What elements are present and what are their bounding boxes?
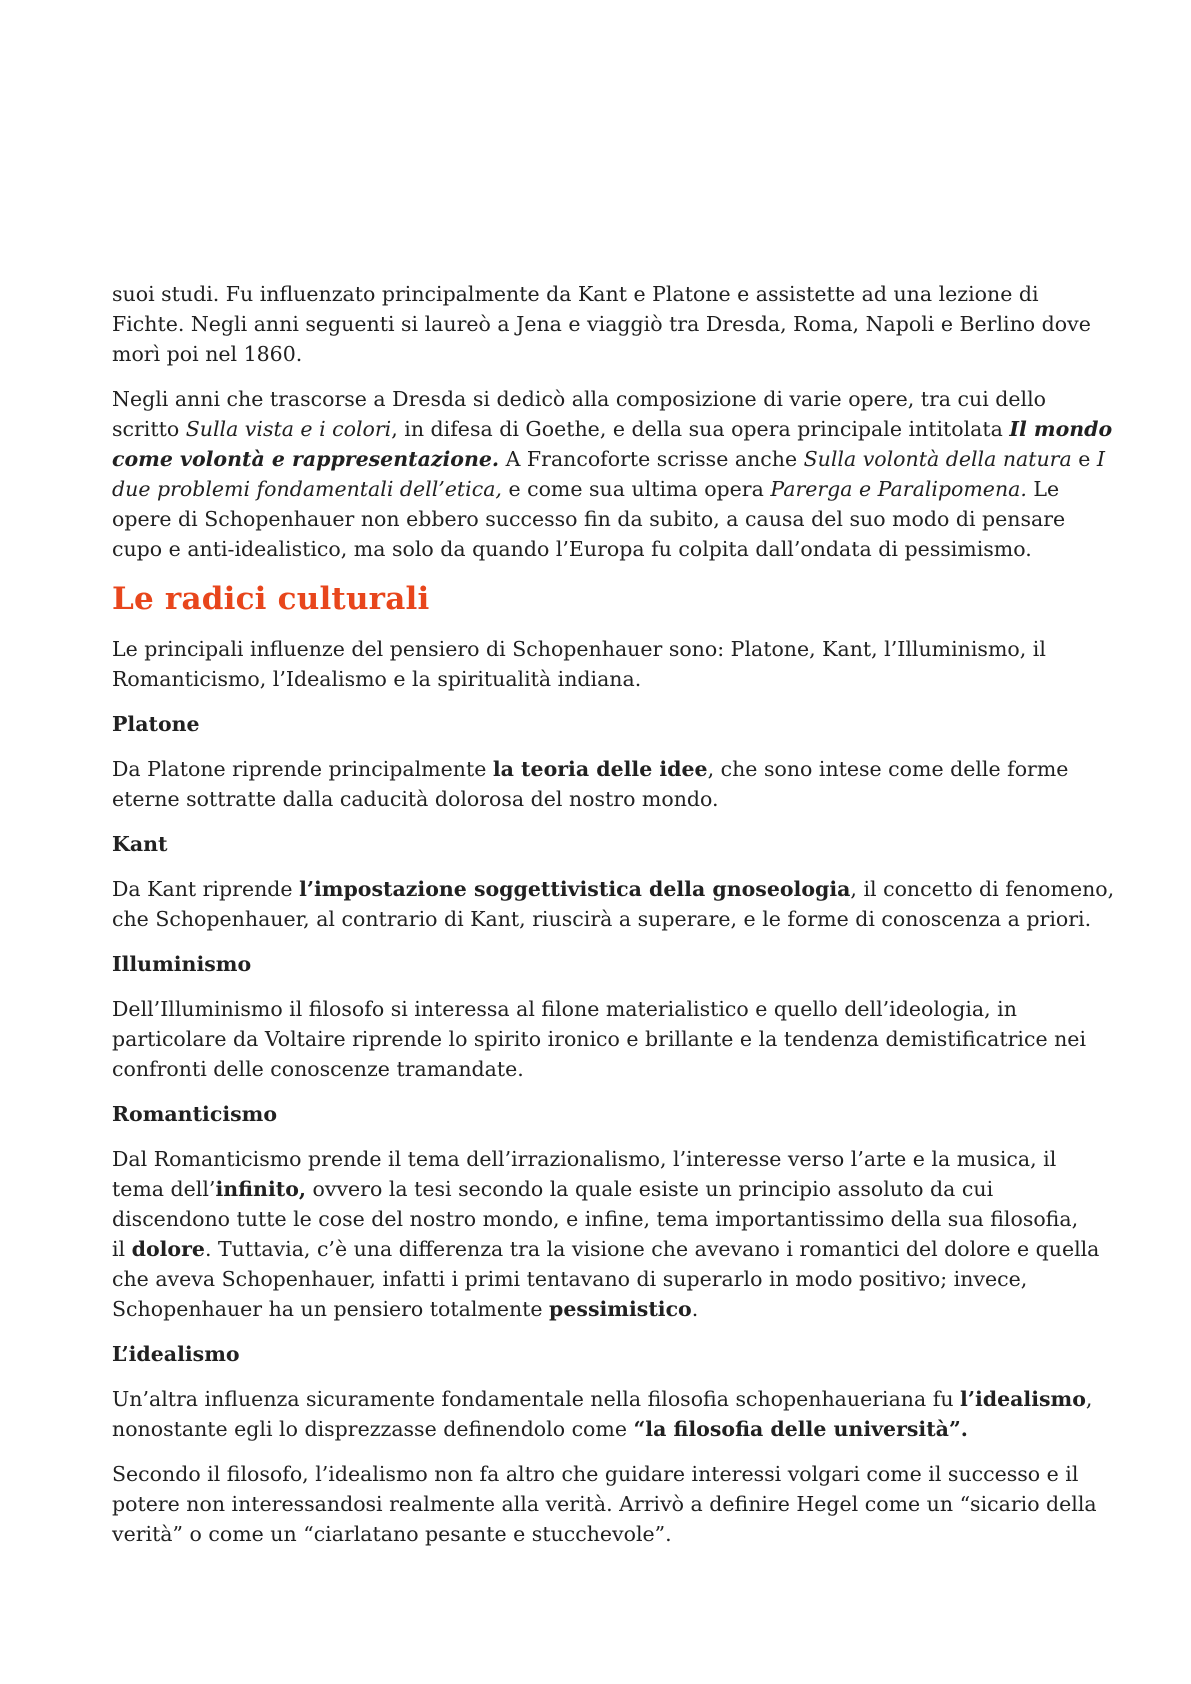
text-run: e (1071, 447, 1097, 471)
text-run: scritto (112, 417, 186, 441)
text-line (112, 784, 1091, 814)
text-run: Schopenhauer ha un pensiero totalmente (112, 1297, 550, 1321)
text-run: I (1096, 447, 1105, 471)
text-run: discendono tutte le cose del nostro mondo, e infine, tema importantissimo della sua filosofia, (112, 1207, 1079, 1231)
text-line (112, 1519, 1091, 1549)
text-run: potere non interessandosi realmente alla verità. Arrivò a definire Hegel come un “sicario della (112, 1492, 1097, 1516)
text-run: Secondo il filosofo, l’idealismo non fa altro che guidare interessi volgari come il successo e il (112, 1462, 1079, 1486)
text-run: Un’altra influenza sicuramente fondamentale nella filosofia schopenhaueriana fu (112, 1387, 961, 1411)
text-line (112, 339, 1091, 369)
text-line (112, 504, 1091, 534)
subheading-kant: Kant (112, 832, 168, 856)
paragraph-idealismo-1 (112, 1384, 1091, 1444)
text-run: Dell’Illuminismo il filosofo si interessa al filone materialistico e quello dell’ideologia, in (112, 997, 1017, 1021)
text-line (112, 634, 1091, 664)
text-line (112, 444, 1105, 474)
text-line (112, 1384, 1091, 1414)
text-run: confronti delle conoscenze tramandate. (112, 1057, 524, 1081)
text-run: . (691, 1297, 699, 1321)
text-run: infinito, (215, 1177, 307, 1201)
text-line (112, 1459, 1091, 1489)
text-run: , in difesa di Goethe, e della sua opera principale intitolata (391, 417, 1010, 441)
text-line (112, 474, 1091, 504)
text-run: Le (1026, 477, 1060, 501)
subheading-platone: Platone (112, 712, 200, 736)
text-run: , (1085, 1387, 1093, 1411)
text-line (112, 1204, 1091, 1234)
text-line (112, 874, 1115, 904)
text-run: eterne sottratte dalla caducità dolorosa del nostro mondo. (112, 787, 719, 811)
text-line (112, 309, 1091, 339)
text-run: “la filosofia delle università”. (633, 1417, 968, 1441)
text-line (112, 279, 1091, 309)
subheading-illuminismo: Illuminismo (112, 952, 252, 976)
text-run: Negli anni che trascorse a Dresda si dedicò alla composizione di varie opere, tra cui dello (112, 387, 1047, 411)
text-line (112, 534, 1091, 564)
text-run: Da Platone riprende principalmente (112, 757, 493, 781)
text-line (112, 1054, 1091, 1084)
subheading-idealismo: L’idealismo (112, 1342, 240, 1366)
text-run: l’impostazione soggettivistica della gnoseologia (299, 877, 851, 901)
text-run: Fichte. Negli anni seguenti si laureò a Jena e viaggiò tra Dresda, Roma, Napoli e Berlino dove (112, 312, 1091, 336)
paragraph-idealismo-2 (112, 1459, 1097, 1549)
text-run: l’idealismo (960, 1387, 1086, 1411)
text-run: Le principali influenze del pensiero di Schopenhauer sono: Platone, Kant, l’Illuminismo, il (112, 637, 1046, 661)
text-run: tema dell’ (112, 1177, 216, 1201)
text-run: e come sua ultima opera (501, 477, 771, 501)
text-run: verità” o come un “ciarlatano pesante e stucchevole”. (112, 1522, 672, 1546)
text-run: Sulla vista e i colori (185, 417, 392, 441)
text-run: suoi studi. Fu influenzato principalmente da Kant e Platone e assistette ad una lezione di (112, 282, 1039, 306)
text-run: Romanticismo, l’Idealismo e la spiritualità indiana. (112, 667, 642, 691)
text-run: cupo e anti-idealistico, ma solo da quando l’Europa fu colpita dall’ondata di pessimismo. (112, 537, 1032, 561)
text-line (112, 1264, 1091, 1294)
paragraph-works (112, 384, 1113, 564)
paragraph-platone (112, 754, 1091, 814)
text-run: ovvero la tesi secondo la quale esiste un principio assoluto da cui (306, 1177, 994, 1201)
text-line (112, 1294, 1091, 1324)
text-line (112, 994, 1091, 1024)
text-run: A Francoforte scrisse anche (499, 447, 804, 471)
text-run: Dal Romanticismo prende il tema dell’irrazionalismo, l’interesse verso l’arte e la musica, il (112, 1147, 1057, 1171)
text-line (112, 1234, 1100, 1264)
text-line (112, 1489, 1097, 1519)
text-line (112, 664, 1091, 694)
text-run: come volontà e rappresentazione. (112, 447, 500, 471)
text-run: nonostante egli lo disprezzasse definendolo come (112, 1417, 634, 1441)
text-run: , che sono intese come delle forme (707, 757, 1069, 781)
text-run: Da Kant riprende (112, 877, 300, 901)
paragraph-influences (112, 634, 1091, 694)
text-run: , il concetto di fenomeno, (850, 877, 1115, 901)
document-content (112, 279, 1115, 1549)
paragraph-illuminismo (112, 994, 1091, 1084)
text-run: Sulla volontà della natura (803, 447, 1072, 471)
text-run: la teoria delle idee (492, 757, 708, 781)
text-line (112, 904, 1091, 934)
text-run: due problemi fondamentali dell’etica, (112, 477, 502, 501)
subheading-romanticismo: Romanticismo (112, 1102, 278, 1126)
text-run: particolare da Voltaire riprende lo spirito ironico e brillante e la tendenza demistificatrice nei (112, 1027, 1087, 1051)
text-run: Parerga e Paralipomena. (770, 477, 1027, 501)
text-line (112, 414, 1113, 444)
text-line (112, 1024, 1091, 1054)
text-run: morì poi nel 1860. (112, 342, 303, 366)
text-line (112, 1144, 1091, 1174)
text-run: che aveva Schopenhauer, infatti i primi tentavano di superarlo in modo positivo; invece, (112, 1267, 1028, 1291)
text-run: opere di Schopenhauer non ebbero successo fin da subito, a causa del suo modo di pensare (112, 507, 1066, 531)
text-run: Il mondo (1009, 417, 1113, 441)
text-run: il (112, 1237, 132, 1261)
paragraph-romanticismo (112, 1144, 1100, 1324)
section-heading-radici-culturali: Le radici culturali (112, 581, 430, 617)
paragraph-biography (112, 279, 1091, 369)
text-line (112, 384, 1091, 414)
text-line (112, 1174, 1091, 1204)
text-run: . Tuttavia, c’è una differenza tra la visione che avevano i romantici del dolore e quella (204, 1237, 1100, 1261)
text-run: dolore (131, 1237, 205, 1261)
paragraph-kant (112, 874, 1115, 934)
text-line (112, 754, 1091, 784)
text-run: che Schopenhauer, al contrario di Kant, riuscirà a superare, e le forme di conoscenza a priori. (112, 907, 1092, 931)
text-line (112, 1414, 1091, 1444)
text-run: pessimistico (549, 1297, 692, 1321)
